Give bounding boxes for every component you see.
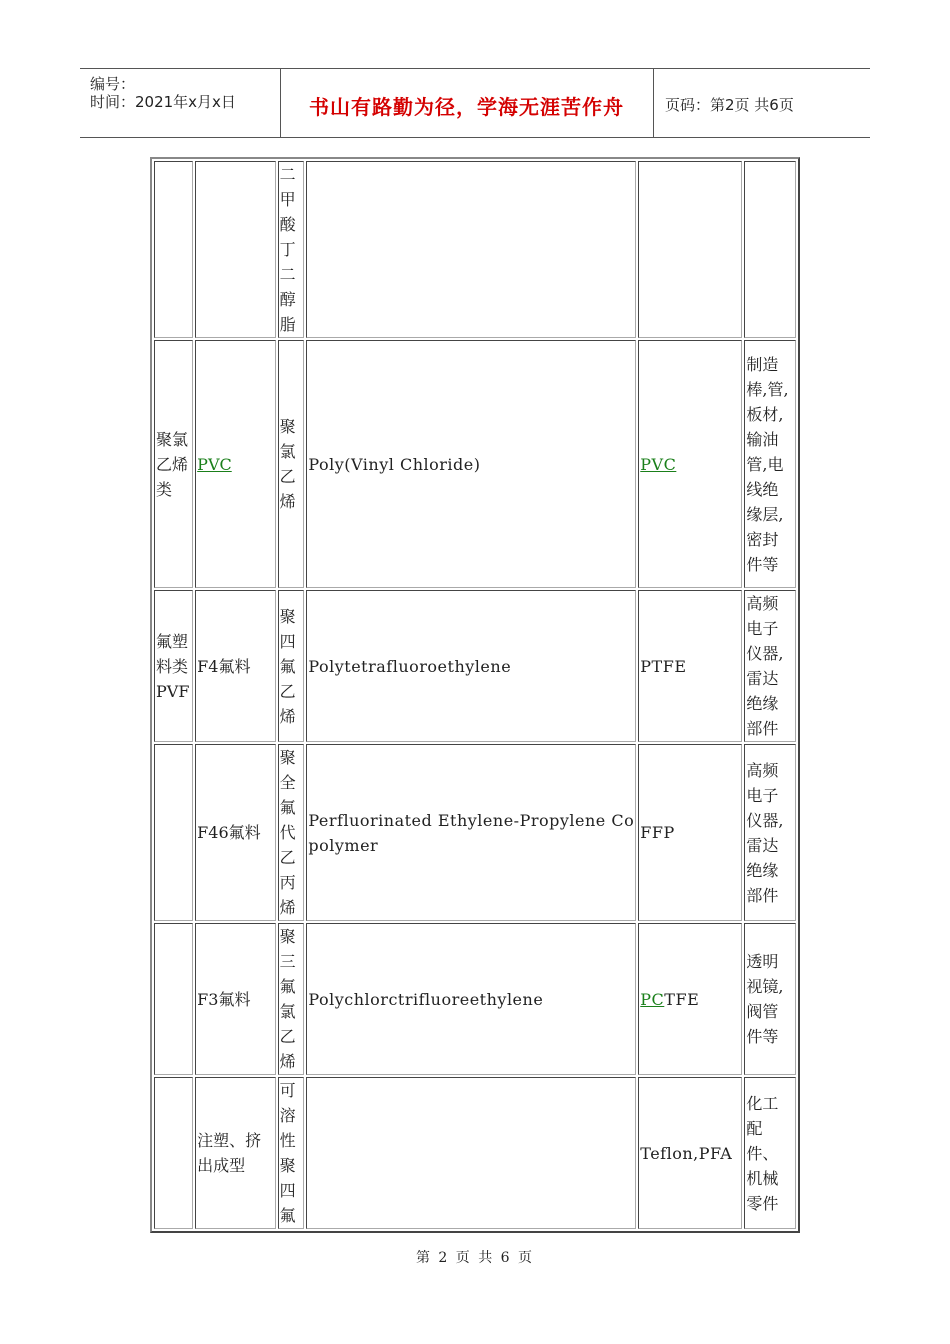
header-motto: 书山有路勤为径，学海无涯苦作舟 [309, 95, 624, 119]
chinese-name-cell: 二甲酸丁二醇脂 [278, 161, 305, 338]
table-row [154, 161, 796, 338]
english-name-cell: Polytetrafluoroethylene [306, 590, 636, 742]
category-cell [154, 161, 193, 338]
page-footer: 第 2 页 共 6 页 [415, 1250, 535, 1266]
category-cell [154, 1077, 193, 1229]
header-page-info: 页码：第2页 共6页 [665, 96, 794, 114]
grade-cell [195, 340, 275, 588]
grade-cell: F46氟料 [195, 744, 275, 921]
english-name-cell: Perfluorinated Ethylene-Propylene Copolymer [306, 744, 636, 921]
chinese-name-cell: 聚全氟代乙丙烯 [278, 744, 305, 921]
doc-number-label: 编号： [90, 75, 136, 93]
abbreviation-cell: FFP [638, 744, 742, 921]
applications-cell: 制造棒,管,板材,输油管,电线绝缘层,密封件等 [744, 340, 796, 588]
applications-cell: 高频电子仪器,雷达绝缘部件 [744, 744, 796, 921]
grade-cell [195, 161, 275, 338]
grade-cell: F4氟料 [195, 590, 275, 742]
pvc-grade-link[interactable]: PVC [197, 454, 232, 474]
table-row [154, 590, 796, 742]
english-name-cell [306, 1077, 636, 1229]
plastics-table-wrapper [150, 157, 800, 1233]
applications-cell [744, 161, 796, 338]
category-cell [154, 923, 193, 1075]
abbreviation-rest: TFE [664, 989, 700, 1009]
grade-cell: F3氟料 [195, 923, 275, 1075]
english-name-cell: Poly(Vinyl Chloride) [306, 340, 636, 588]
grade-cell: 注塑、挤出成型 [195, 1077, 275, 1229]
table-row [154, 923, 796, 1075]
doc-date-label: 时间：2021年x月x日 [90, 93, 236, 111]
chinese-name-cell: 聚氯乙烯 [278, 340, 305, 588]
abbreviation-cell: Teflon,PFA [638, 1077, 742, 1229]
abbreviation-cell [638, 161, 742, 338]
document-header [80, 68, 870, 138]
applications-cell: 化工配件、机械零件 [744, 1077, 796, 1229]
header-page-cell [653, 69, 870, 137]
applications-cell: 透明视镜,阀管件等 [744, 923, 796, 1075]
header-meta-cell [80, 69, 281, 137]
abbreviation-cell: PTFE [638, 590, 742, 742]
category-cell: 氟塑料类PVF [154, 590, 193, 742]
english-name-cell: Polychlorctrifluoreethylene [306, 923, 636, 1075]
table-row [154, 1077, 796, 1229]
category-cell: 聚氯乙烯类 [154, 340, 193, 588]
chinese-name-cell: 聚四氟乙烯 [278, 590, 305, 742]
abbreviation-cell [638, 923, 742, 1075]
english-name-cell [306, 161, 636, 338]
category-cell [154, 744, 193, 921]
table-row [154, 744, 796, 921]
applications-cell: 高频电子仪器,雷达绝缘部件 [744, 590, 796, 742]
pvc-abbreviation-link[interactable]: PVC [640, 454, 677, 474]
plastics-table [150, 157, 800, 1233]
table-row [154, 340, 796, 588]
chinese-name-cell: 聚三氟氯乙烯 [278, 923, 305, 1075]
abbreviation-cell [638, 340, 742, 588]
chinese-name-cell: 可溶性聚四氟 [278, 1077, 305, 1229]
pc-abbreviation-link[interactable]: PC [640, 989, 665, 1009]
header-motto-cell [280, 69, 654, 137]
